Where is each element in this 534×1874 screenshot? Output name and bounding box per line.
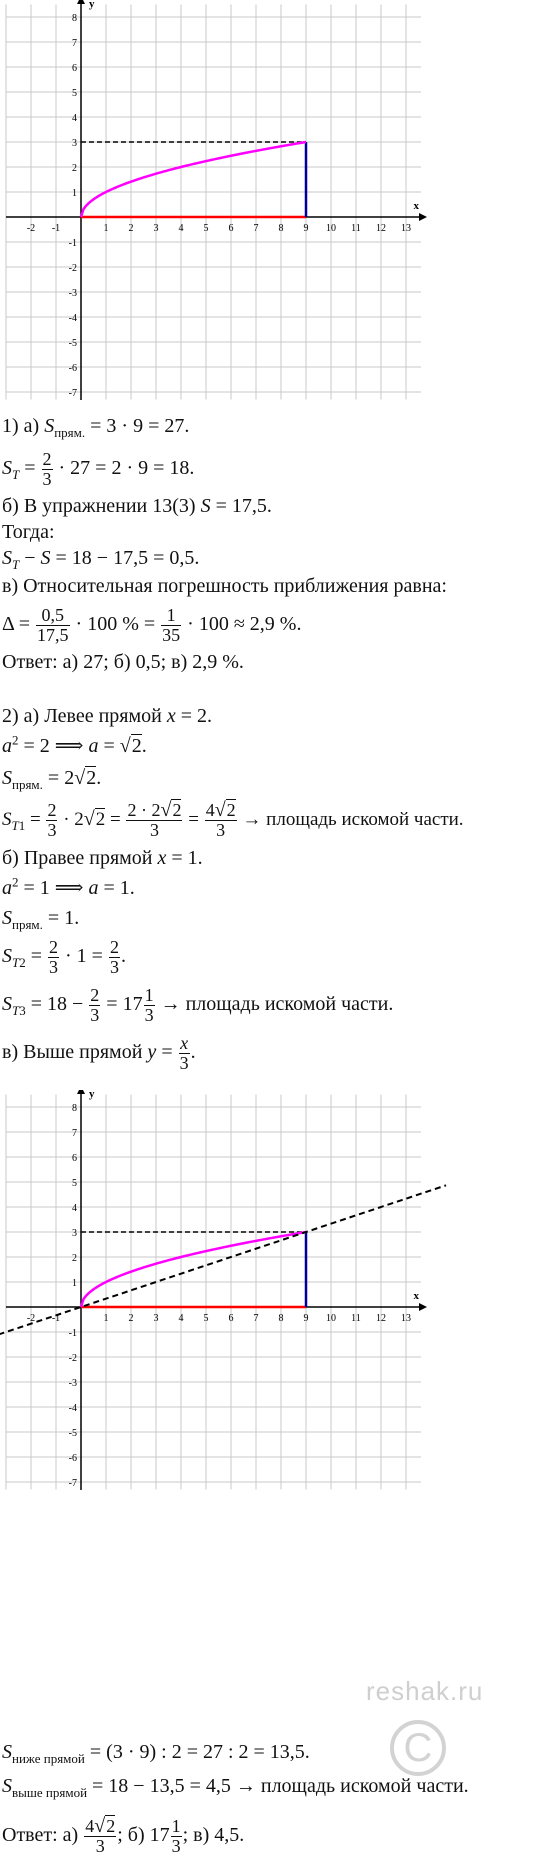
p2-line-a: 2) а) Левее прямой x = 2.: [2, 705, 213, 727]
graph-2-canvas: [0, 1090, 534, 1490]
y-tick-label: 8: [72, 13, 77, 24]
x-axis-arrow-icon: [419, 213, 427, 221]
graph-1-canvas: [0, 0, 534, 400]
p1-line-st: $S_T$ = $\frac{2}{3}$ · 27 = 2 · 9 = 18.: [2, 448, 195, 489]
p2-line-st3: $S_{T3} = 18$ − $\frac{2}{3}$ = 17 $\frac{1}{3}$ → площадь искомой части.: [2, 984, 394, 1025]
x-axis-label: x: [413, 200, 419, 212]
x-tick-label: 9: [303, 223, 309, 234]
y-tick-label: -2: [68, 263, 77, 274]
x-tick-label: 1: [103, 1313, 109, 1324]
x-tick-label: 6: [228, 1313, 234, 1324]
x-tick-label: 2: [128, 1313, 134, 1324]
x-tick-label: 8: [278, 1313, 284, 1324]
p2-line-s-above: $S_{выше прямой} = 18 - 13,5 = 4,5$ → площадь искомой части.: [2, 1775, 469, 1800]
y-tick-label: 7: [72, 1128, 77, 1139]
y-axis-label: y: [89, 0, 95, 10]
p2-line-b-a2: $a^2 = 1$ ⟹ a = 1.: [2, 874, 135, 899]
p2-line-st1: $S_{T1}$ = $\frac{2}{3}$ · 2√2 = $\frac{2 \cdot 2√2}{3}$ = $\frac{4√2}{3}$ → площадь искомой части.: [2, 799, 464, 841]
x-tick-label: -2: [26, 223, 36, 234]
x-tick-label: -1: [51, 223, 61, 234]
p2-line-st2: $S_{T2}$ = $\frac{2}{3}$ · 1 = $\frac{2}{3}$ .: [2, 936, 126, 977]
y-tick-label: 4: [72, 113, 77, 124]
x-tick-label: 9: [303, 1313, 309, 1324]
x-tick-label: -2: [26, 1313, 36, 1324]
graph-1: [0, 0, 534, 400]
y-tick-label: -5: [68, 1428, 77, 1439]
y-tick-label: -4: [68, 313, 77, 324]
x-tick-label: 4: [178, 223, 184, 234]
y-tick-label: 5: [72, 1178, 77, 1189]
x-tick-label: 12: [376, 1313, 386, 1324]
y-tick-label: -7: [68, 1478, 77, 1489]
watermark-text: reshak.ru: [366, 1676, 484, 1706]
x-tick-label: 7: [253, 1313, 259, 1324]
y-tick-label: -1: [68, 238, 77, 249]
y-tick-label: 3: [72, 1228, 77, 1239]
x-axis-label: x: [413, 1290, 419, 1302]
y-tick-label: 1: [72, 1278, 77, 1289]
p2-line-s: $S_{прям.} = 2√2$.: [2, 767, 102, 792]
x-tick-label: 5: [203, 1313, 209, 1324]
x-tick-label: -1: [51, 1313, 61, 1324]
x-tick-label: 8: [278, 223, 284, 234]
x-tick-label: 10: [326, 1313, 336, 1324]
y-tick-label: 2: [72, 1253, 77, 1264]
p2-answer: Ответ: а) $\frac{4√2}{3}$ ; б) 17 $\frac{1}{3}$ ; в) 4,5.: [2, 1814, 245, 1856]
x-tick-label: 13: [401, 223, 411, 234]
y-tick-label: -1: [68, 1328, 77, 1339]
p2-line-s-below: $S_{ниже прямой} = (3 \cdot 9)$ : 2 = 27 : 2 = 13,5.: [2, 1741, 310, 1766]
x-tick-label: 4: [178, 1313, 184, 1324]
y-tick-label: 5: [72, 88, 77, 99]
p1-line-a: 1) а) $S_{прям.} = 3 \cdot 9 = 27$.: [2, 415, 190, 440]
x-tick-label: 7: [253, 223, 259, 234]
p1-line-b: б) В упражнении 13(3) S = 17,5.: [2, 495, 272, 517]
y-tick-label: -3: [68, 288, 77, 299]
x-axis-arrow-icon: [419, 1303, 427, 1311]
y-tick-label: -4: [68, 1403, 77, 1414]
y-axis-arrow-icon: [77, 1090, 85, 1094]
p2-line-a2: $a^2 = 2$ ⟹ a = √2.: [2, 732, 147, 757]
x-tick-label: 5: [203, 223, 209, 234]
watermark-logo-icon: C: [390, 1720, 446, 1776]
p2-line-v: в) Выше прямой y = $\frac{x}{3}$ .: [2, 1032, 196, 1073]
y-tick-label: -7: [68, 388, 77, 399]
x-tick-label: 3: [153, 1313, 159, 1324]
p2-line-b-s: $S_{прям.} = 1$.: [2, 907, 80, 932]
y-tick-label: -6: [68, 363, 77, 374]
y-tick-label: -3: [68, 1378, 77, 1389]
y-axis-label: y: [89, 1090, 95, 1100]
x-tick-label: 2: [128, 223, 134, 234]
p1-line-then: Тогда:: [2, 521, 55, 543]
y-tick-label: 6: [72, 63, 77, 74]
x-tick-label: 11: [351, 1313, 361, 1324]
y-tick-label: 6: [72, 1153, 77, 1164]
y-tick-label: -2: [68, 1353, 77, 1364]
y-tick-label: 7: [72, 38, 77, 49]
graph-2: [0, 1090, 534, 1490]
x-tick-label: 13: [401, 1313, 411, 1324]
x-tick-label: 10: [326, 223, 336, 234]
y-tick-label: 2: [72, 163, 77, 174]
frac-2-3: $\frac{2}{3}$: [42, 448, 52, 489]
y-tick-label: -6: [68, 1453, 77, 1464]
p1-line-delta: Δ = $\frac{0,5}{17,5}$ · 100 % = $\frac{1}{35}$ · 100 ≈ 2,9 %.: [2, 604, 302, 645]
x-tick-label: 6: [228, 223, 234, 234]
x-tick-label: 11: [351, 223, 361, 234]
x-tick-label: 1: [103, 223, 109, 234]
y-tick-label: -5: [68, 338, 77, 349]
x-tick-label: 3: [153, 223, 159, 234]
y-tick-label: 1: [72, 188, 77, 199]
y-axis-arrow-icon: [77, 0, 85, 4]
p1-answer: Ответ: а) 27; б) 0,5; в) 2,9 %.: [2, 651, 244, 673]
p1-line-v: в) Относительная погрешность приближения равна:: [2, 575, 447, 597]
p2-line-b: б) Правее прямой x = 1.: [2, 847, 203, 869]
y-tick-label: 4: [72, 1203, 77, 1214]
curve-sqrt-x: [81, 142, 306, 217]
p1-line-diff: $S_T - S = 18 - 17,5 = 0,5$.: [2, 547, 200, 572]
y-tick-label: 3: [72, 138, 77, 149]
x-tick-label: 12: [376, 223, 386, 234]
y-tick-label: 8: [72, 1103, 77, 1114]
